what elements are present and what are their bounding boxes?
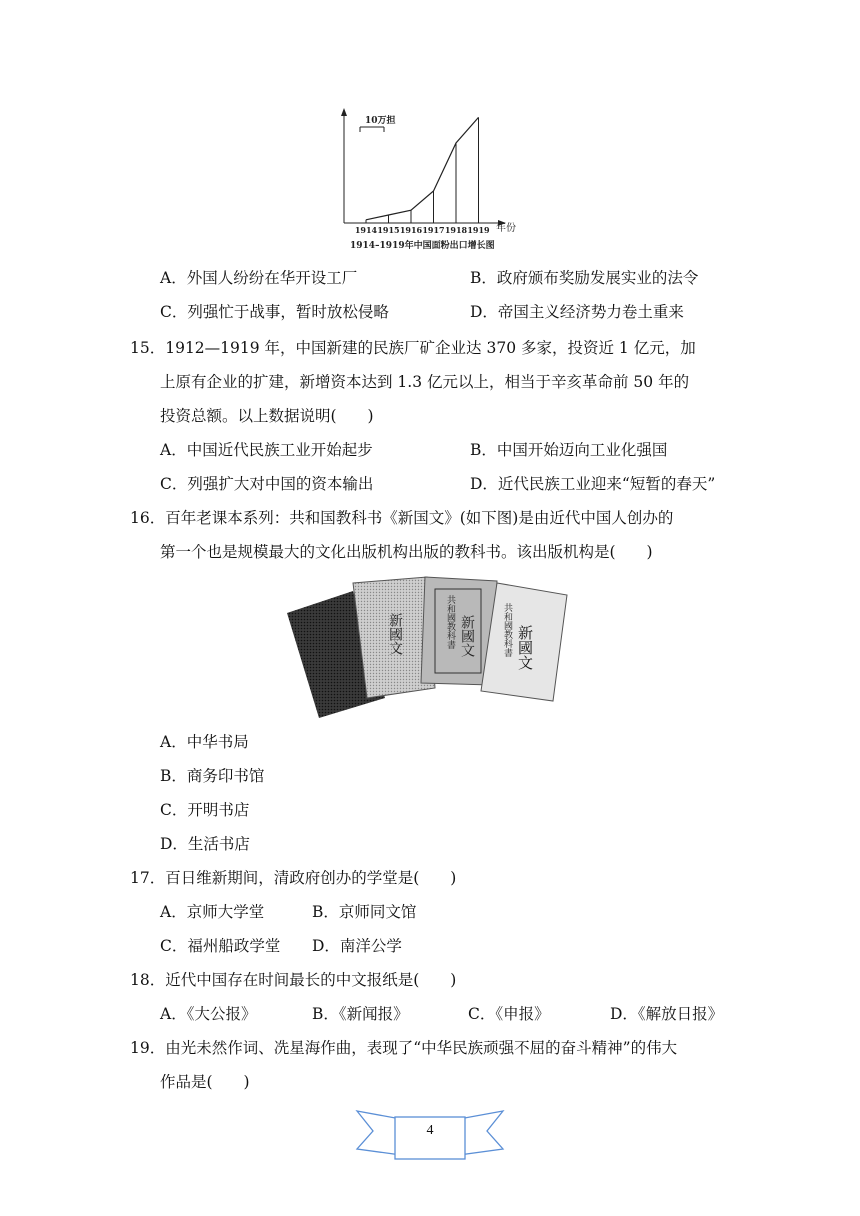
book-title-4: 新國文 — [516, 625, 534, 670]
unit-label: 10万担 — [365, 116, 396, 126]
x-tick-label-1915: 1915 — [377, 225, 400, 235]
q15-stem-line1: 15．1912—1919 年，中国新建的民族厂矿企业达 370 多家，投资近 1 亿元，加 — [130, 339, 696, 357]
q17-option-b: B．京师同文馆 — [312, 903, 417, 921]
q15-option-a: A．中国近代民族工业开始起步 — [160, 441, 373, 459]
unit-bracket — [360, 127, 384, 132]
q18-option-d: D．《解放日报》 — [610, 1005, 724, 1023]
book-title-2: 新國文 — [387, 613, 403, 655]
series-line — [366, 117, 479, 219]
q14-option-a: A．外国人纷纷在华开设工厂 — [160, 269, 358, 287]
q17-option-d: D．南洋公学 — [312, 937, 402, 955]
q19-stem-line1: 19．由光未然作词、冼星海作曲，表现了“中华民族顽强不屈的奋斗精神”的伟大 — [130, 1039, 678, 1057]
book-series-4: 共和國教科書 — [502, 603, 512, 657]
q16-option-b: B．商务印书馆 — [160, 767, 265, 785]
q15-stem-line2: 上原有企业的扩建，新增资本达到 1.3 亿元以上，相当于辛亥革命前 50 年的 — [160, 373, 690, 391]
chart-caption: 1914–1919年中国面粉出口增长图 — [350, 241, 495, 251]
q14-option-c: C．列强忙于战事，暂时放松侵略 — [160, 303, 389, 321]
q18-stem: 18．近代中国存在时间最长的中文报纸是( ) — [130, 971, 457, 989]
q17-option-a: A．京师大学堂 — [160, 903, 265, 921]
flour-export-chart — [330, 105, 530, 255]
q19-stem-line2: 作品是( ) — [160, 1073, 250, 1091]
q15-option-b: B．中国开始迈向工业化强国 — [470, 441, 668, 459]
page-number: 4 — [426, 1123, 434, 1138]
q18-option-b: B．《新闻报》 — [312, 1005, 409, 1023]
y-axis — [341, 108, 347, 223]
x-tick-label-1916: 1916 — [399, 225, 423, 235]
q15-option-d: D．近代民族工业迎来“短暂的春天” — [470, 475, 716, 493]
axis-suffix-label: 年份 — [496, 223, 516, 234]
x-tick-label-1918: 1918 — [444, 225, 468, 235]
book-series-3: 共和國教科書 — [445, 595, 455, 649]
book-cover-4 — [481, 583, 567, 701]
q14-option-d: D．帝国主义经济势力卷土重来 — [470, 303, 684, 321]
x-tick-label-1914: 1914 — [354, 225, 378, 235]
q16-option-d: D．生活书店 — [160, 835, 250, 853]
q17-option-c: C．福州船政学堂 — [160, 937, 281, 955]
q15-option-c: C．列强扩大对中国的资本输出 — [160, 475, 374, 493]
x-tick-label-1917: 1917 — [422, 225, 445, 235]
q16-stem-line1: 16．百年老课本系列：共和国教科书《新国文》(如下图)是由近代中国人创办的 — [130, 509, 674, 527]
q18-option-c: C．《申报》 — [468, 1005, 550, 1023]
q16-stem-line2: 第一个也是规模最大的文化出版机构出版的教科书。该出版机构是( ) — [160, 543, 653, 561]
textbook-photo — [285, 573, 575, 718]
q17-stem: 17．百日维新期间，清政府创办的学堂是( ) — [130, 869, 457, 887]
q16-option-c: C．开明书店 — [160, 801, 250, 819]
q15-stem-line3: 投资总额。以上数据说明( ) — [160, 407, 374, 425]
q14-option-b: B．政府颁布奖励发展实业的法令 — [470, 269, 699, 287]
q18-option-a: A．《大公报》 — [160, 1005, 257, 1023]
book-title-3: 新國文 — [459, 615, 475, 657]
q16-option-a: A．中华书局 — [160, 733, 249, 751]
x-tick-label-1919: 1919 — [467, 225, 490, 235]
